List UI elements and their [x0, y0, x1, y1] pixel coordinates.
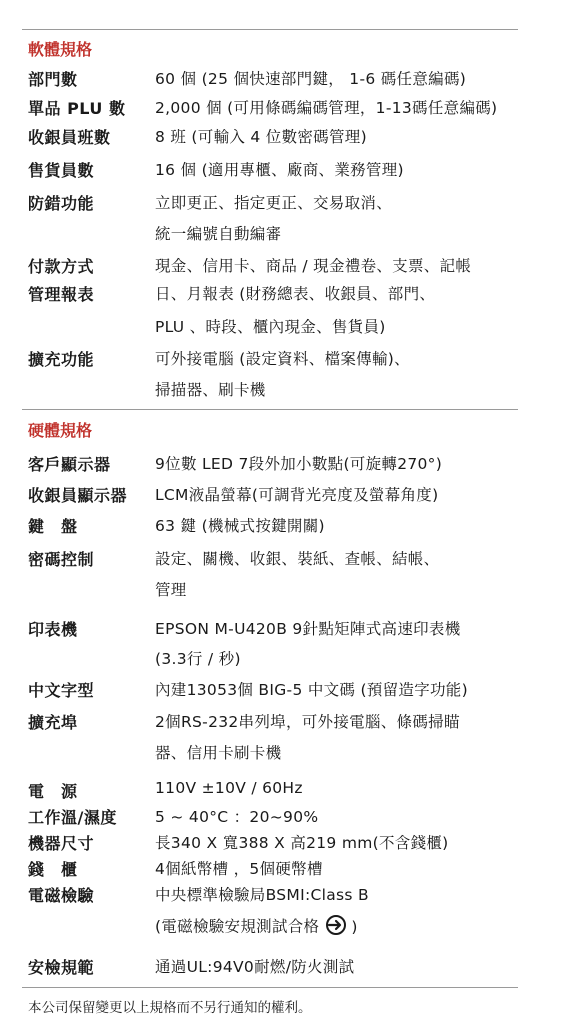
spec-row-power [28, 779, 528, 805]
spec-label: 管理報表 [28, 285, 95, 304]
spec-value-continuation [155, 914, 358, 940]
spec-value: 中央標準檢驗局BSMI:Class B [155, 886, 369, 904]
spec-value: 4個紙幣槽 ，5個硬幣槽 [155, 860, 323, 878]
spec-value: EPSON M-U420B 9針點矩陣式高速印表機 [155, 620, 461, 638]
spec-row-expansion-functions [28, 347, 528, 373]
spec-label: 單品 PLU 數 [28, 99, 126, 118]
spec-value-continuation: 掃描器、刷卡機 [155, 381, 266, 399]
spec-row-salespersons [28, 158, 528, 184]
spec-label: 部門數 [28, 70, 78, 89]
spec-label: 擴充埠 [28, 713, 78, 732]
spec-row-dimensions [28, 831, 528, 857]
spec-value: 可外接電腦 (設定資料、檔案傳輸)、 [155, 350, 410, 368]
spec-label: 售貨員數 [28, 161, 95, 180]
spec-row-keyboard [28, 514, 528, 540]
spec-value: 8 班 (可輸入 4 位數密碼管理) [155, 128, 367, 146]
bsmi-certification-icon [325, 914, 347, 940]
spec-label: 擴充功能 [28, 350, 95, 369]
spec-row-safety [28, 955, 528, 981]
spec-value: 60 個 (25 個快速部門鍵， 1-6 碼任意編碼) [155, 70, 467, 88]
spec-label: 錢 櫃 [28, 860, 78, 879]
spec-label: 密碼控制 [28, 550, 95, 569]
spec-row-cash-drawer [28, 857, 528, 883]
spec-value: 長340 X 寬388 X 高219 mm(不含錢櫃) [155, 834, 449, 852]
spec-label: 付款方式 [28, 257, 95, 276]
emc-note: (電磁檢驗安規測試合格 [155, 917, 320, 936]
spec-label: 電磁檢驗 [28, 886, 95, 905]
spec-value: 立即更正、指定更正、交易取消、 [155, 194, 393, 212]
spec-value-continuation: 管理 [155, 581, 187, 599]
spec-label: 中文字型 [28, 681, 95, 700]
spec-value-continuation: (3.3行 / 秒) [155, 650, 241, 668]
spec-label: 收銀員班數 [28, 128, 111, 147]
spec-label: 鍵 盤 [28, 517, 78, 536]
spec-label: 印表機 [28, 620, 78, 639]
spec-label: 安檢規範 [28, 958, 95, 977]
spec-row-error-prevention [28, 191, 528, 217]
spec-value: LCM液晶螢幕(可調背光亮度及螢幕角度) [155, 486, 439, 504]
spec-value: 內建13053個 BIG-5 中文碼 (預留造字功能) [155, 681, 468, 699]
top-rule [22, 29, 518, 30]
spec-label: 工作溫/濕度 [28, 808, 117, 827]
spec-row-emc-test [28, 883, 528, 909]
spec-value: 通過UL:94V0耐燃/防火測試 [155, 958, 355, 976]
spec-row-cashier-display [28, 483, 528, 509]
spec-row-chinese-font [28, 678, 528, 704]
spec-label: 客戶顯示器 [28, 455, 111, 474]
spec-label: 電 源 [28, 782, 78, 801]
software-section-title: 軟體規格 [28, 40, 93, 59]
spec-row-reports [28, 282, 528, 308]
spec-value: 63 鍵 (機械式按鍵開關) [155, 517, 325, 535]
spec-row-cashier-shifts [28, 125, 528, 151]
spec-value: 5 ~ 40°C ：20~90% [155, 808, 319, 826]
emc-note-close: ) [351, 917, 358, 936]
spec-value: 日、月報表 (財務總表、收銀員、部門、 [155, 285, 436, 303]
spec-row-plu [28, 96, 528, 122]
hardware-section-title: 硬體規格 [28, 421, 93, 440]
spec-row-expansion-ports [28, 710, 528, 736]
spec-value: 9位數 LED 7段外加小數點(可旋轉270°) [155, 455, 443, 473]
spec-row-operating-temp-humidity [28, 805, 528, 831]
footer-rule [22, 987, 518, 988]
spec-label: 防錯功能 [28, 194, 95, 213]
section-divider [22, 409, 518, 410]
spec-value-continuation: PLU 、時段、櫃內現金、售貨員) [155, 318, 386, 336]
spec-value: 現金、信用卡、商品 / 現金禮卷、支票、記帳 [155, 257, 472, 275]
spec-row-password-control [28, 547, 528, 573]
spec-row-customer-display [28, 452, 528, 478]
spec-value: 2,000 個 (可用條碼編碼管理，1-13碼任意編碼) [155, 99, 498, 117]
spec-value: 16 個 (適用專櫃、廠商、業務管理) [155, 161, 404, 179]
spec-row-departments [28, 67, 528, 93]
spec-label: 收銀員顯示器 [28, 486, 128, 505]
spec-value-continuation: 器、信用卡刷卡機 [155, 744, 282, 762]
spec-label: 機器尺寸 [28, 834, 95, 853]
spec-row-payment [28, 254, 528, 280]
spec-value: 2個RS-232串列埠，可外接電腦、條碼掃瞄 [155, 713, 460, 731]
spec-value: 110V ±10V / 60Hz [155, 779, 303, 797]
spec-row-printer [28, 617, 528, 643]
spec-value: 設定、關機、收銀、裝紙、查帳、結帳、 [155, 550, 440, 568]
spec-value-continuation: 統一編號自動編審 [155, 225, 282, 243]
footer-note: 本公司保留變更以上規格而不另行通知的權利。 [28, 1000, 312, 1016]
